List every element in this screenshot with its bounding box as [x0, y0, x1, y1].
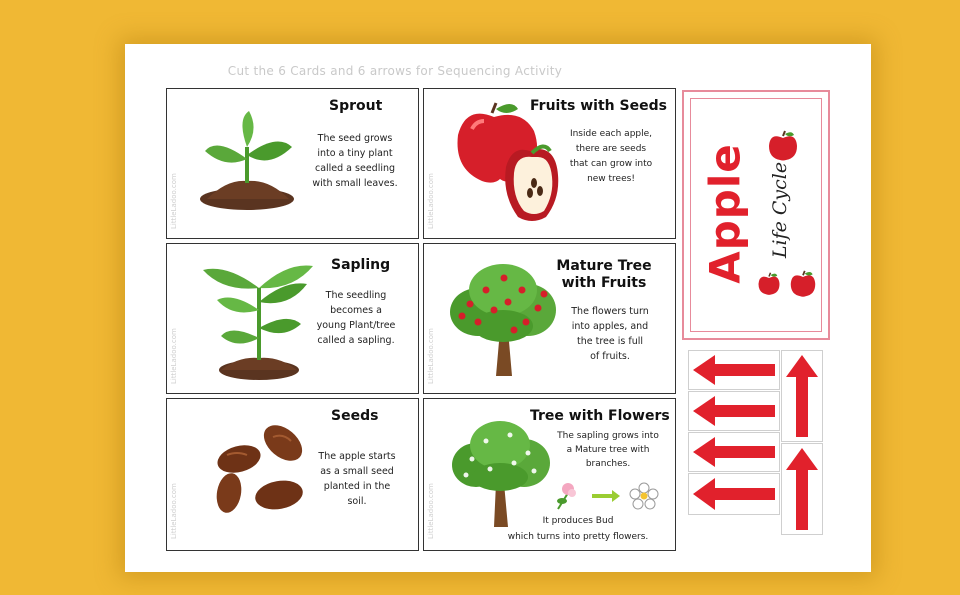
mature-tree-illustration [448, 260, 558, 380]
card-fruits-with-seeds[interactable] [423, 88, 676, 239]
card-description: Inside each apple, there are seeds that can grow into new trees! [569, 129, 653, 184]
arrow-up-icon [782, 351, 822, 441]
watermark: LittleLadoo.com [427, 328, 435, 384]
left-arrow-card[interactable] [688, 432, 780, 472]
arrow-left-icon [689, 433, 779, 471]
card-title: Fruits with Seeds [530, 98, 667, 114]
card-title: Seeds [331, 408, 379, 424]
card-tree-with-flowers[interactable] [423, 398, 676, 551]
apple-icon [788, 270, 818, 298]
card-title: Tree with Flowers [530, 408, 670, 424]
left-arrow-card[interactable] [688, 391, 780, 431]
watermark: LittleLadoo.com [427, 483, 435, 539]
card-mature-tree[interactable] [423, 243, 676, 394]
arrow-left-icon [689, 474, 779, 514]
left-arrow-card[interactable] [688, 350, 780, 390]
card-footnote: It produces Bud which turns into pretty flowers. [507, 516, 649, 542]
card-title: Mature Tree with Fruits [556, 258, 652, 291]
card-title: Sprout [329, 98, 383, 114]
sprout-illustration [197, 107, 307, 217]
watermark: LittleLadoo.com [170, 328, 178, 384]
apple-icon [766, 130, 800, 162]
apple-illustration [452, 99, 562, 229]
card-seeds[interactable] [166, 398, 419, 551]
card-description: The sapling grows into a Mature tree with branches. [557, 431, 659, 469]
subtitle-life-cycle: Life Cycle [769, 161, 791, 259]
bud-to-flower-icon [548, 479, 668, 513]
apple-life-cycle-card[interactable] [682, 90, 830, 340]
card-title: Sapling [331, 257, 391, 273]
arrow-up-icon [782, 444, 822, 534]
card-sprout[interactable] [166, 88, 419, 239]
title-apple: Apple [700, 143, 750, 284]
watermark: LittleLadoo.com [427, 173, 435, 229]
apple-icon [756, 272, 782, 296]
seeds-illustration [203, 421, 313, 521]
up-arrow-card[interactable] [781, 350, 823, 442]
card-description: The seedling becomes a young Plant/tree called a sapling. [316, 290, 396, 346]
card-description: The seed grows into a tiny plant called a seedling with small leaves. [312, 133, 398, 189]
card-sapling[interactable] [166, 243, 419, 394]
arrow-left-icon [689, 351, 779, 389]
instruction-text: Cut the 6 Cards and 6 arrows for Sequencing Activity [227, 64, 563, 78]
left-arrow-card[interactable] [688, 473, 780, 515]
watermark: LittleLadoo.com [170, 483, 178, 539]
card-description: The apple starts as a small seed planted in the soil. [318, 451, 396, 507]
up-arrow-card[interactable] [781, 443, 823, 535]
card-description: The flowers turn into apples, and the tree is full of fruits. [571, 306, 649, 362]
arrow-left-icon [689, 392, 779, 430]
watermark: LittleLadoo.com [170, 173, 178, 229]
